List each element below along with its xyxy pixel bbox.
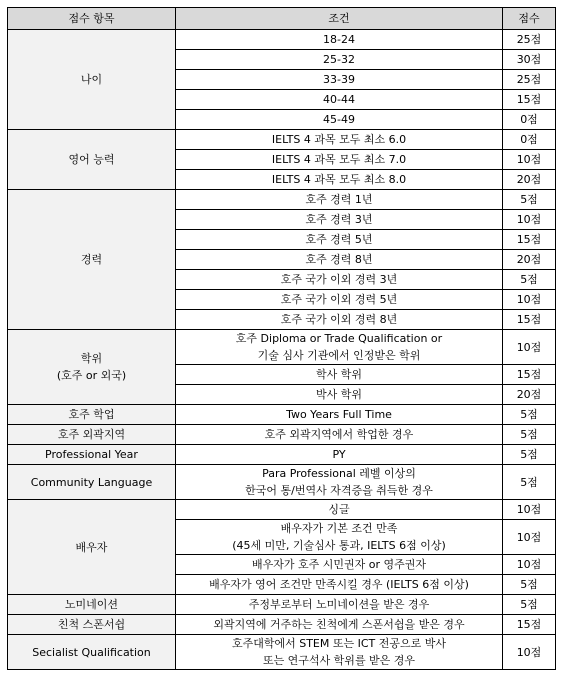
condition-text: 호주 국가 이외 경력 8년 — [280, 313, 398, 326]
condition-text: 25-32 — [323, 53, 355, 66]
condition-text: 배우자가 기본 조건 만족 — [280, 522, 398, 535]
points-cell: 5점 — [503, 465, 556, 500]
header-points: 점수 — [503, 8, 556, 30]
table-row — [8, 465, 556, 500]
points-cell: 5점 — [503, 190, 556, 210]
category-cell — [8, 130, 176, 190]
table-row — [8, 425, 556, 445]
category-cell — [8, 330, 176, 405]
category-cell — [8, 465, 176, 500]
condition-text: IELTS 4 과목 모두 최소 8.0 — [271, 173, 407, 186]
table-header-row — [8, 8, 556, 30]
points-cell: 15점 — [503, 90, 556, 110]
condition-cell — [176, 520, 503, 555]
category-label: (호주 or 외국) — [56, 369, 127, 382]
table-row — [8, 635, 556, 670]
condition-text: Two Years Full Time — [286, 408, 392, 421]
points-cell: 5점 — [503, 405, 556, 425]
condition-cell — [176, 110, 503, 130]
category-label: 나이 — [80, 73, 103, 86]
condition-cell — [176, 130, 503, 150]
condition-cell — [176, 330, 503, 365]
points-cell: 15점 — [503, 310, 556, 330]
condition-text: 45-49 — [323, 113, 355, 126]
category-label: 친척 스폰서쉽 — [57, 618, 126, 631]
points-cell: 5점 — [503, 270, 556, 290]
condition-cell — [176, 445, 503, 465]
category-label: 배우자 — [75, 540, 108, 554]
points-cell: 5점 — [503, 445, 556, 465]
condition-text: 호주 Diploma or Trade Qualification or — [235, 332, 443, 345]
table-row — [8, 595, 556, 615]
table-row — [8, 615, 556, 635]
condition-text: Para Professional 레벨 이상의 — [262, 467, 416, 480]
category-label: 학위 — [80, 352, 103, 365]
condition-cell — [176, 90, 503, 110]
condition-cell — [176, 290, 503, 310]
points-cell: 10점 — [503, 150, 556, 170]
category-cell — [8, 500, 176, 595]
condition-text: 학사 학위 — [315, 368, 362, 381]
table-row — [8, 190, 556, 210]
points-cell: 10점 — [503, 635, 556, 670]
condition-cell — [176, 385, 503, 405]
points-table — [7, 7, 556, 670]
condition-text: 호주 경력 3년 — [305, 213, 373, 226]
condition-cell — [176, 210, 503, 230]
condition-cell — [176, 310, 503, 330]
points-cell: 20점 — [503, 250, 556, 270]
condition-text: 또는 연구석사 학위를 받은 경우 — [262, 654, 416, 667]
condition-cell — [176, 365, 503, 385]
condition-cell — [176, 190, 503, 210]
condition-text: IELTS 4 과목 모두 최소 7.0 — [271, 153, 407, 166]
points-cell: 15점 — [503, 365, 556, 385]
condition-text: 싱글 — [328, 503, 350, 516]
table-row — [8, 130, 556, 150]
table-row — [8, 500, 556, 520]
condition-text: 한국어 통/번역사 자격증을 취득한 경우 — [245, 484, 433, 497]
points-cell: 10점 — [503, 210, 556, 230]
points-cell: 10점 — [503, 555, 556, 575]
points-cell: 10점 — [503, 330, 556, 365]
condition-text: 박사 학위 — [315, 388, 362, 401]
category-label: 호주 학업 — [68, 408, 115, 421]
category-cell — [8, 425, 176, 445]
condition-cell — [176, 250, 503, 270]
table-body — [8, 30, 556, 670]
category-cell — [8, 595, 176, 615]
points-cell: 5점 — [503, 575, 556, 595]
condition-text: 기술 심사 기관에서 인정받은 학위 — [257, 349, 421, 362]
condition-text: 호주 국가 이외 경력 5년 — [280, 293, 398, 306]
category-label: 경력 — [80, 253, 103, 266]
condition-text: 주정부로부터 노미네이션을 받은 경우 — [248, 598, 430, 611]
condition-text: 외곽지역에 거주하는 친척에게 스폰서쉽을 받은 경우 — [213, 618, 465, 631]
category-cell — [8, 445, 176, 465]
points-cell: 5점 — [503, 425, 556, 445]
condition-cell — [176, 555, 503, 575]
condition-text: (45세 미만, 기술심사 통과, IELTS 6점 이상) — [232, 539, 446, 552]
points-cell: 25점 — [503, 70, 556, 90]
points-cell: 20점 — [503, 385, 556, 405]
points-cell: 10점 — [503, 500, 556, 520]
category-label: Secialist Qualification — [32, 645, 151, 659]
points-cell: 15점 — [503, 230, 556, 250]
condition-text: 40-44 — [323, 93, 355, 106]
condition-cell — [176, 170, 503, 190]
condition-text: 33-39 — [323, 73, 355, 86]
header-condition: 조건 — [176, 8, 503, 30]
category-cell — [8, 615, 176, 635]
condition-cell — [176, 425, 503, 445]
condition-cell — [176, 230, 503, 250]
category-cell — [8, 405, 176, 425]
condition-cell — [176, 595, 503, 615]
condition-cell — [176, 70, 503, 90]
category-cell — [8, 635, 176, 670]
points-cell: 15점 — [503, 615, 556, 635]
condition-text: 배우자가 호주 시민권자 or 영주권자 — [251, 558, 426, 571]
condition-cell — [176, 465, 503, 500]
category-cell — [8, 190, 176, 330]
points-cell: 10점 — [503, 520, 556, 555]
points-cell: 5점 — [503, 595, 556, 615]
category-label: 노미네이션 — [64, 598, 119, 611]
condition-cell — [176, 270, 503, 290]
condition-text: IELTS 4 과목 모두 최소 6.0 — [271, 133, 407, 146]
condition-text: 호주대학에서 STEM 또는 ICT 전공으로 박사 — [231, 637, 447, 650]
condition-cell — [176, 500, 503, 520]
points-cell: 10점 — [503, 290, 556, 310]
table-row — [8, 330, 556, 365]
header-category: 점수 항목 — [8, 8, 176, 30]
condition-text: 호주 경력 1년 — [305, 193, 373, 206]
condition-text: 호주 국가 이외 경력 3년 — [280, 273, 398, 286]
condition-text: 호주 경력 8년 — [305, 253, 373, 266]
condition-text: 호주 경력 5년 — [305, 233, 373, 246]
points-cell: 0점 — [503, 110, 556, 130]
table-row — [8, 405, 556, 425]
condition-text: 호주 외곽지역에서 학업한 경우 — [264, 428, 414, 441]
category-label: Community Language — [30, 475, 153, 489]
condition-cell — [176, 575, 503, 595]
points-cell: 20점 — [503, 170, 556, 190]
category-label: Professional Year — [45, 448, 138, 461]
category-label: 호주 외곽지역 — [57, 428, 126, 441]
condition-cell — [176, 615, 503, 635]
condition-cell — [176, 150, 503, 170]
condition-cell — [176, 50, 503, 70]
category-label: 영어 능력 — [68, 153, 115, 166]
points-cell: 25점 — [503, 30, 556, 50]
condition-text: PY — [332, 448, 346, 461]
points-cell: 30점 — [503, 50, 556, 70]
condition-cell — [176, 30, 503, 50]
condition-cell — [176, 405, 503, 425]
table-row — [8, 30, 556, 50]
condition-text: 배우자가 영어 조건만 만족시킬 경우 (IELTS 6점 이상) — [209, 578, 469, 591]
condition-cell — [176, 635, 503, 670]
category-cell — [8, 30, 176, 130]
table-row — [8, 445, 556, 465]
points-cell: 0점 — [503, 130, 556, 150]
condition-text: 18-24 — [323, 33, 355, 46]
